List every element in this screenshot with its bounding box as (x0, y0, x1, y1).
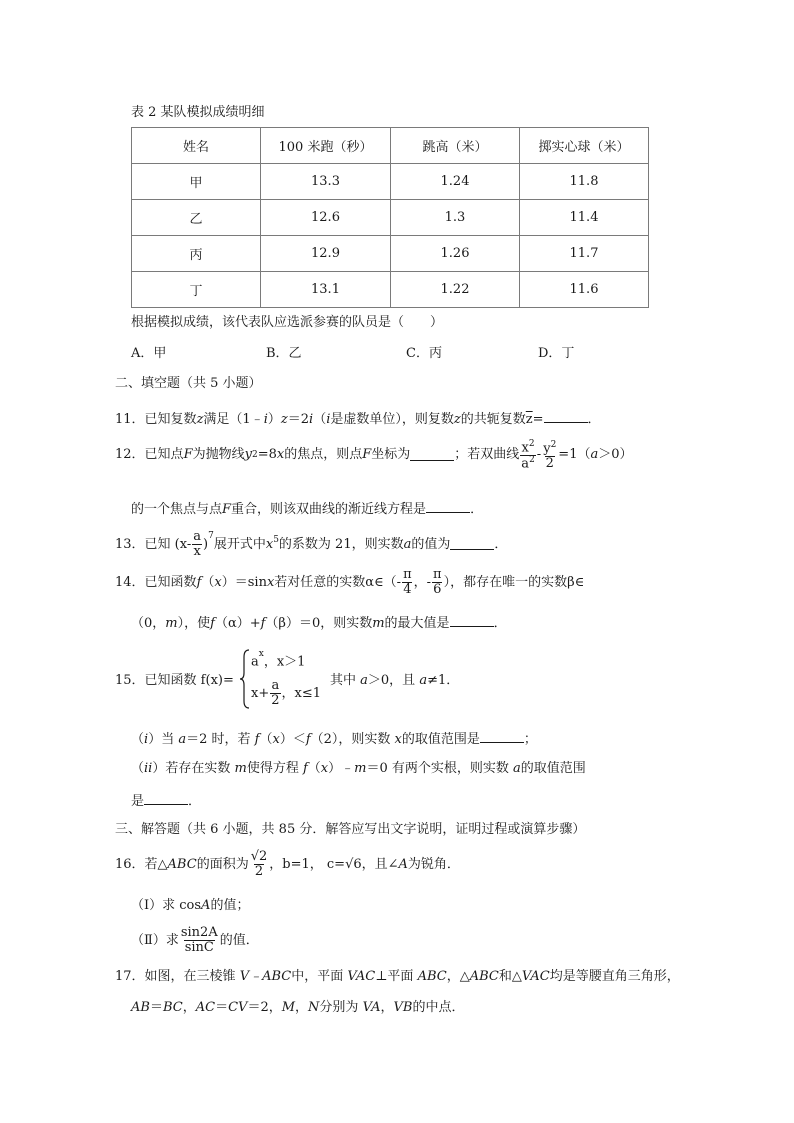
question-11 (115, 411, 601, 426)
text: 已知函数 f(x)= (144, 673, 234, 688)
text: 如图，在三棱锥 (144, 969, 240, 984)
text: 的系数为 21，则实数 (278, 536, 404, 552)
text: ＝2 (287, 412, 310, 427)
math-var: VAC (347, 969, 376, 984)
question-number: 17． (115, 969, 145, 984)
text: （ (201, 574, 215, 590)
math-var: y (543, 440, 551, 456)
table-cell: 11.6 (520, 272, 649, 308)
math-var: m (165, 616, 178, 631)
piecewise-case-2 (251, 679, 321, 707)
question-number: 15． (115, 673, 145, 688)
table-cell: 乙 (132, 200, 261, 236)
math-radical: √6 (345, 856, 362, 872)
math-var: x (521, 440, 529, 456)
fraction-pi-over-6 (432, 568, 443, 596)
piecewise-case-1 (251, 649, 306, 670)
math-var: i (326, 412, 331, 427)
math-var: a (193, 529, 202, 544)
math-var: M (281, 1000, 296, 1015)
text: ； (523, 732, 537, 747)
column-header: 掷实心球（米） (520, 128, 649, 164)
text: （ (313, 412, 327, 427)
text: 的中点． (412, 1000, 465, 1015)
text: （Ⅰ）求 cos (131, 898, 202, 913)
math-var: x (214, 574, 222, 590)
question-16 (115, 850, 460, 878)
math-var: f (254, 732, 260, 747)
math-var: a (419, 673, 428, 688)
question-15-part-2 (131, 762, 586, 775)
text: 的值； (210, 898, 250, 913)
question-16-part-2 (131, 926, 259, 954)
exponent: 2 (529, 454, 535, 465)
math-var: f (302, 761, 308, 776)
text: （ (259, 732, 273, 747)
question-15-part-1 (131, 731, 537, 746)
text: ＞0） (598, 447, 633, 463)
text: （0， (131, 616, 166, 631)
math-number: 2 (545, 455, 554, 471)
text: ，x＞1 (263, 654, 306, 670)
math-var: ABC (167, 856, 197, 872)
text: （β）＝0，则实数 (265, 616, 373, 631)
math-number: 2 (271, 692, 280, 708)
exponent: 2 (528, 439, 535, 449)
question-16-part-1 (131, 899, 249, 912)
math-var: a (590, 447, 599, 463)
math-symbol: π (433, 567, 442, 582)
question-15-part-2-line-2 (131, 793, 201, 808)
math-var: a (521, 456, 530, 472)
question-17 (115, 970, 680, 983)
math-symbol: π (403, 567, 412, 582)
text: ）＝sin (221, 574, 267, 590)
table-cell: 1.26 (391, 236, 520, 272)
text: ＞0，且 (367, 673, 420, 688)
text: 展开式中 (213, 536, 266, 552)
text: 的面积为 (196, 856, 249, 872)
question-15-condition (330, 674, 459, 687)
text: 的值为 (411, 536, 451, 552)
text: 均是等腰直角三角形， (549, 969, 680, 984)
text: 满足（1﹣ (203, 412, 264, 427)
math-var: BC (162, 1000, 183, 1015)
math-var: ii (144, 761, 153, 776)
text: 为锐角． (407, 856, 460, 872)
column-header: 100 米跑（秒） (261, 128, 391, 164)
exponent: x (258, 649, 264, 659)
text: 是虚数单位），则复数 (330, 412, 454, 427)
text: （ (307, 761, 321, 776)
text: ＝ (215, 1000, 229, 1015)
question-15 (115, 674, 234, 687)
text: ， (182, 1000, 196, 1015)
math-var: i (263, 412, 268, 427)
math-var: VB (393, 1000, 413, 1015)
text: 已知点 (144, 447, 184, 463)
conjugate-z: $\overline{z}$ (525, 412, 533, 427)
text: 的值． (219, 932, 259, 948)
column-header: 姓名 (132, 128, 261, 164)
text: 的一个焦点与点 (131, 502, 223, 517)
text: 分别为 (319, 1000, 363, 1015)
table-cell: 丁 (132, 272, 261, 308)
math-var: m (234, 761, 247, 776)
text: （ (131, 732, 145, 747)
text: 和△ (498, 969, 522, 984)
text: ) (203, 536, 209, 552)
question-number: 11． (115, 412, 145, 427)
math-var: i (309, 412, 314, 427)
text: 若对任意的实数α∈（- (274, 574, 402, 590)
score-table (131, 127, 649, 308)
math-var: F (222, 502, 232, 517)
math-var: ABC (469, 969, 499, 984)
table-cell: 甲 (132, 164, 261, 200)
text: ＝ (149, 1000, 163, 1015)
text: 已知复数 (144, 412, 197, 427)
text: ；若双曲线 (454, 447, 520, 463)
math-var: f (196, 574, 202, 590)
math-var: CV (228, 1000, 248, 1015)
text: 中，平面 (291, 969, 348, 984)
math-var: f (210, 616, 215, 631)
math-expression: sinC (184, 939, 214, 955)
math-var: a (178, 732, 187, 747)
option-d: D．丁 (538, 346, 575, 361)
answer-blank[interactable] (450, 615, 494, 627)
math-var: AC (195, 1000, 216, 1015)
math-var: a (513, 761, 521, 776)
math-var: N (308, 1000, 320, 1015)
table-cell: 1.22 (391, 272, 520, 308)
math-number: 2 (254, 863, 264, 879)
text: 的取值范围 (520, 761, 586, 776)
section-title: 二、填空题（共 5 小题） (115, 376, 262, 391)
question-14-line-2 (131, 615, 507, 630)
text: ），使 (177, 616, 211, 631)
text: 使得方程 (246, 761, 303, 776)
math-var: y (244, 447, 252, 463)
table-row (132, 236, 649, 272)
math-var: i (144, 732, 149, 747)
fraction-a-over-x (192, 530, 202, 558)
text: （Ⅱ）求 (131, 932, 179, 948)
answer-blank[interactable] (410, 449, 454, 461)
math-var: V﹣ABC (239, 969, 292, 984)
text: 重合，则该双曲线的渐近线方程是 (231, 502, 427, 517)
text: ，且∠ (361, 856, 399, 872)
option-b: B．乙 (266, 346, 302, 361)
math-var: z (280, 412, 288, 427)
text: ． (494, 536, 508, 552)
math-var: VA (362, 1000, 381, 1015)
table-cell: 1.24 (391, 164, 520, 200)
math-var: f (260, 616, 266, 631)
text: ）﹣ (328, 761, 355, 776)
table-cell: 11.8 (520, 164, 649, 200)
answer-blank[interactable] (144, 793, 188, 805)
fraction-x2-over-a2 (520, 440, 536, 471)
math-number: 6 (433, 581, 442, 597)
math-number: 4 (403, 581, 412, 597)
math-var: A (398, 856, 408, 872)
text: =8 (257, 447, 277, 463)
option-a: A．甲 (131, 346, 167, 361)
text: ，b=1， c= (269, 856, 346, 872)
math-var: m (372, 616, 385, 631)
fraction-sin2a-over-sinc (180, 926, 219, 954)
text: =1（ (558, 447, 591, 463)
text: ， (295, 1000, 309, 1015)
column-header: 跳高（米） (391, 128, 520, 164)
answer-blank[interactable] (426, 501, 470, 513)
section-title: 三、解答题（共 6 小题，共 85 分．解答应写出文字说明，证明过程或演算步骤） (115, 822, 586, 837)
piecewise-brace (240, 649, 250, 709)
option-c: C．丙 (406, 346, 442, 361)
math-var: x (272, 732, 280, 747)
text: ）若存在实数 (152, 761, 235, 776)
table-cell: 13.3 (261, 164, 391, 200)
text: ＝0 有两个实根，则实数 (366, 761, 514, 776)
table-caption: 表 2 某队模拟成绩明细 (131, 105, 265, 120)
text: （2），则实数 (310, 732, 395, 747)
text: ， (380, 1000, 394, 1015)
text: ，- (413, 574, 432, 590)
question-14 (115, 568, 584, 596)
text: ，x≤1 (281, 685, 322, 701)
exponent: 2 (251, 449, 258, 460)
text: ，△ (446, 969, 470, 984)
text: x+ (251, 685, 270, 701)
table-row (132, 272, 649, 308)
question-number: 13． (115, 536, 145, 552)
math-var: x (266, 574, 275, 590)
exponent: 2 (550, 439, 557, 450)
table-row (132, 200, 649, 236)
table-row (132, 164, 649, 200)
math-var: F (362, 447, 372, 463)
math-radical: √2 (250, 849, 268, 864)
fraction-a-over-2 (270, 679, 280, 707)
math-var: x (193, 543, 201, 559)
math-var: x (276, 447, 285, 463)
question-number: 16． (115, 856, 145, 872)
text: 已知 (x- (144, 536, 192, 552)
text: 其中 (330, 673, 361, 688)
math-var: a (403, 536, 412, 552)
math-var: f (305, 732, 311, 747)
table-cell: 12.9 (261, 236, 391, 272)
text: ＝2， (247, 1000, 282, 1015)
text: 的取值范围是 (401, 732, 480, 747)
table-cell: 11.4 (520, 200, 649, 236)
text: 的焦点，则点 (284, 447, 363, 463)
text: ． (587, 412, 601, 427)
text: = (532, 412, 544, 427)
answer-blank[interactable] (480, 731, 524, 743)
table-cell: 13.1 (261, 272, 391, 308)
question-12: 12． 已知点 F 为抛物线 y 2 =8 x 的焦点，则点 F 坐标为 ；若双曲线 $\frac{x^2}{a^2}$ - $\frac{y^2}{2}$ =1（ a ＞0） (115, 439, 633, 472)
text: 若△ (144, 856, 168, 872)
question-number: 14． (115, 574, 145, 590)
text: ． (188, 794, 202, 809)
math-var: A (201, 898, 211, 913)
math-var: a (251, 654, 259, 670)
math-var: VAC (521, 969, 550, 984)
text: 是 (131, 794, 145, 809)
exponent: 5 (273, 534, 279, 545)
table-cell: 丙 (132, 236, 261, 272)
math-var: F (183, 447, 193, 463)
question-number: 12． (115, 447, 145, 463)
question-17-line-2 (131, 1001, 464, 1014)
answer-blank[interactable] (450, 538, 494, 550)
text: ≠1． (427, 673, 460, 688)
question-12-line-2 (131, 501, 483, 516)
exponent: 7 (208, 530, 214, 541)
math-var: m (354, 761, 367, 776)
math-var: ABC (417, 969, 447, 984)
text: （α）+ (214, 616, 261, 631)
text: ） (267, 412, 281, 427)
text: ＝2 时，若 (186, 732, 255, 747)
text: （ (131, 761, 145, 776)
math-var: a (271, 678, 280, 693)
text: 的最大值是 (384, 616, 450, 631)
text: ． (493, 616, 507, 631)
table-cell: 11.7 (520, 236, 649, 272)
math-var: AB (131, 1000, 150, 1015)
math-var: z (196, 412, 204, 427)
text: ⊥平面 (375, 969, 418, 984)
fraction-y2-over-2 (542, 441, 557, 471)
text: 为抛物线 (192, 447, 245, 463)
text: ． (470, 502, 484, 517)
math-var: x (320, 761, 329, 776)
text: 已知函数 (144, 574, 197, 590)
table-cell: 1.3 (391, 200, 520, 236)
question-10-stem: 根据模拟成绩，该代表队应选派参赛的队员是（ ） (131, 315, 444, 330)
math-expression: sin2A (180, 925, 218, 940)
answer-blank[interactable] (544, 411, 588, 423)
fraction-pi-over-4 (402, 568, 413, 596)
text: ），都存在唯一的实数β∈ (443, 574, 585, 590)
text: ）当 (148, 732, 179, 747)
math-var: x (265, 536, 274, 552)
text: 的共轭复数 (460, 412, 526, 427)
text: 坐标为 (371, 447, 411, 463)
text: ）＜ (279, 732, 306, 747)
table-header-row (132, 128, 649, 164)
math-var: z (453, 412, 461, 427)
math-var: a (360, 673, 368, 688)
table-cell: 12.6 (261, 200, 391, 236)
question-13 (115, 530, 507, 558)
math-var: x (394, 732, 402, 747)
fraction-sqrt2-over-2 (250, 850, 269, 878)
